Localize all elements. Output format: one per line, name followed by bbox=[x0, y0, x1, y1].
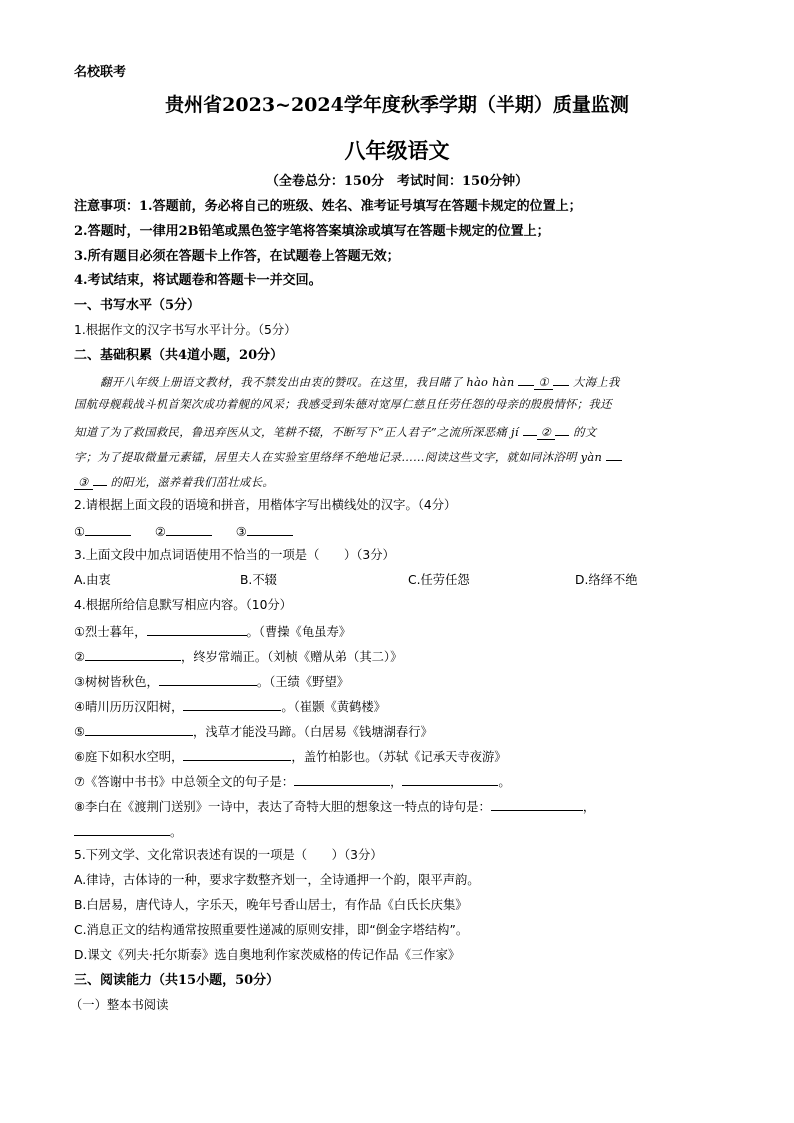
exam-subtitle: 八年级语文 bbox=[344, 138, 450, 163]
question-4-item-2 bbox=[74, 649, 402, 663]
question-2: 2.请根据上面文段的语境和拼音，用楷体字写出横线处的汉字。（4分） bbox=[74, 498, 457, 512]
item-text: ③树树皆秋色， bbox=[74, 675, 159, 689]
question-4-item-4 bbox=[74, 699, 386, 713]
item-text: ，浅草才能没马蹄。（白居易《钱塘湖春行》 bbox=[193, 725, 433, 739]
blank-line bbox=[555, 424, 569, 436]
question-4-item-8-cont bbox=[74, 824, 182, 838]
item-text: ， bbox=[390, 775, 403, 789]
section-3-subheading: （一）整本书阅读 bbox=[70, 998, 169, 1012]
section-2-heading: 二、基础积累（共4道小题，20分） bbox=[74, 348, 284, 363]
item-text: 。 bbox=[498, 775, 511, 789]
item-text: ⑧李白在《渡荆门送别》一诗中，表达了奇特大胆的想象这一特点的诗句是： bbox=[74, 800, 491, 814]
blank-line bbox=[518, 374, 534, 386]
answer-blank-1[interactable] bbox=[85, 524, 131, 536]
section-3-heading: 三、阅读能力（共15小题，50分） bbox=[74, 973, 280, 988]
passage-text: 知道了为了救国救民，鲁迅弃医从文，笔耕不辍，不断写下“正人君子”之流所深恶痛 jí bbox=[74, 425, 519, 439]
item-text: 。 bbox=[170, 825, 183, 839]
question-5-option-c[interactable]: C.消息正文的结构通常按照重要性递减的原则安排，即“倒金字塔结构”。 bbox=[74, 923, 469, 937]
passage-line-2: 国航母舰载战斗机首架次成功着舰的风采；我感受到朱德对宽厚仁慈且任劳任怨的母亲的殷殷情怀；我还 bbox=[74, 397, 612, 411]
fill-blank[interactable] bbox=[183, 699, 281, 711]
blank-marker-3: ③ bbox=[74, 475, 93, 490]
item-text: ⑦《答谢中书书》中总领全文的句子是： bbox=[74, 775, 295, 789]
passage-line-5 bbox=[74, 474, 274, 488]
question-5: 5.下列文学、文化常识表述有误的一项是（ ）（3分） bbox=[74, 848, 383, 862]
blank-marker-1: ① bbox=[534, 375, 553, 390]
item-text: ①烈士暮年， bbox=[74, 625, 147, 639]
passage-text: 翻开八年级上册语文教材，我不禁发出由衷的赞叹。在这里，我目睹了 hào hàn bbox=[100, 375, 515, 389]
question-3: 3.上面文段中加点词语使用不恰当的一项是（ ）（3分） bbox=[74, 548, 395, 562]
item-text: ② bbox=[74, 650, 86, 664]
passage-line-1 bbox=[100, 374, 620, 388]
blank-line bbox=[553, 374, 569, 386]
exam-info: （全卷总分：150分 考试时间：150分钟） bbox=[265, 174, 529, 189]
item-text: ，盖竹柏影也。（苏轼《记承天寺夜游》 bbox=[291, 750, 507, 764]
question-3-option-a[interactable]: A.由衷 bbox=[74, 573, 111, 587]
question-3-option-b[interactable]: B.不辍 bbox=[240, 573, 277, 587]
item-text: ⑤ bbox=[74, 725, 86, 739]
item-text: 。（曹操《龟虽寿》 bbox=[246, 625, 352, 639]
notes-line-3: 3.所有题目必须在答题卡上作答，在试题卷上答题无效； bbox=[74, 249, 400, 264]
fill-blank[interactable] bbox=[491, 799, 583, 811]
answer-mark-2: ② bbox=[154, 525, 166, 539]
item-text: 。（崔颢《黄鹤楼》 bbox=[281, 700, 386, 714]
question-5-option-b[interactable]: B.白居易，唐代诗人，字乐天，晚年号香山居士，有作品《白氏长庆集》 bbox=[74, 898, 468, 912]
item-text: ⑥庭下如积水空明， bbox=[74, 750, 184, 764]
item-text: ，终岁常端正。（刘桢《赠从弟（其二）》 bbox=[181, 650, 403, 664]
question-3-option-d[interactable]: D.络绎不绝 bbox=[575, 573, 638, 587]
fill-blank[interactable] bbox=[402, 774, 498, 786]
fill-blank[interactable] bbox=[294, 774, 390, 786]
question-2-blanks bbox=[74, 524, 293, 538]
question-4-item-6 bbox=[74, 749, 507, 763]
blank-line bbox=[93, 474, 107, 486]
section-1-heading: 一、书写水平（5分） bbox=[74, 298, 201, 313]
fill-blank[interactable] bbox=[85, 649, 181, 661]
passage-text: 的文 bbox=[573, 425, 597, 439]
question-5-option-d[interactable]: D.课文《列夫·托尔斯泰》选自奥地利作家茨威格的传记作品《三作家》 bbox=[74, 948, 461, 962]
question-4-item-3 bbox=[74, 674, 349, 688]
blank-marker-2: ② bbox=[537, 425, 556, 440]
notes-line-2: 2.答题时，一律用2B铅笔或黑色签字笔将答案填涂或填写在答题卡规定的位置上； bbox=[74, 224, 550, 239]
question-4: 4.根据所给信息默写相应内容。（10分） bbox=[74, 598, 292, 612]
item-text: ④晴川历历汉阳树， bbox=[74, 700, 184, 714]
blank-line bbox=[606, 449, 622, 461]
item-text: 。（王绩《野望》 bbox=[256, 675, 350, 689]
notes-line-1: 注意事项：1.答题前，务必将自己的班级、姓名、准考证号填写在答题卡规定的位置上； bbox=[74, 199, 582, 214]
question-4-item-7 bbox=[74, 774, 511, 788]
question-4-item-1 bbox=[74, 624, 351, 638]
question-1: 1.根据作文的汉字书写水平计分。（5分） bbox=[74, 323, 297, 337]
answer-mark-3: ③ bbox=[235, 525, 247, 539]
exam-title: 贵州省2023~2024学年度秋季学期（半期）质量监测 bbox=[165, 94, 629, 116]
passage-line-4 bbox=[74, 449, 622, 463]
school-badge: 名校联考 bbox=[74, 65, 127, 80]
fill-blank[interactable] bbox=[85, 724, 193, 736]
question-4-item-5 bbox=[74, 724, 433, 738]
passage-text: 的阳光，滋养着我们茁壮成长。 bbox=[110, 475, 275, 489]
question-4-item-8 bbox=[74, 799, 595, 813]
blank-line bbox=[523, 424, 537, 436]
question-5-option-a[interactable]: A.律诗，古体诗的一种，要求字数整齐划一，全诗通押一个韵，限平声韵。 bbox=[74, 873, 480, 887]
question-3-option-c[interactable]: C.任劳任怨 bbox=[408, 573, 470, 587]
fill-blank[interactable] bbox=[183, 749, 291, 761]
item-text: ， bbox=[582, 800, 596, 814]
answer-blank-3[interactable] bbox=[247, 524, 293, 536]
fill-blank[interactable] bbox=[147, 624, 247, 636]
fill-blank[interactable] bbox=[74, 824, 170, 836]
answer-mark-1: ① bbox=[74, 525, 86, 539]
passage-line-3 bbox=[74, 424, 597, 438]
notes-line-4: 4.考试结束，将试题卷和答题卡一并交回。 bbox=[74, 273, 322, 288]
passage-text: 字；为了提取微量元素镭，居里夫人在实验室里络绎不绝地记录……阅读这些文字，就如同沐浴明 yàn bbox=[74, 450, 603, 464]
fill-blank[interactable] bbox=[159, 674, 257, 686]
passage-text: 大海上我 bbox=[572, 375, 620, 389]
answer-blank-2[interactable] bbox=[166, 524, 212, 536]
